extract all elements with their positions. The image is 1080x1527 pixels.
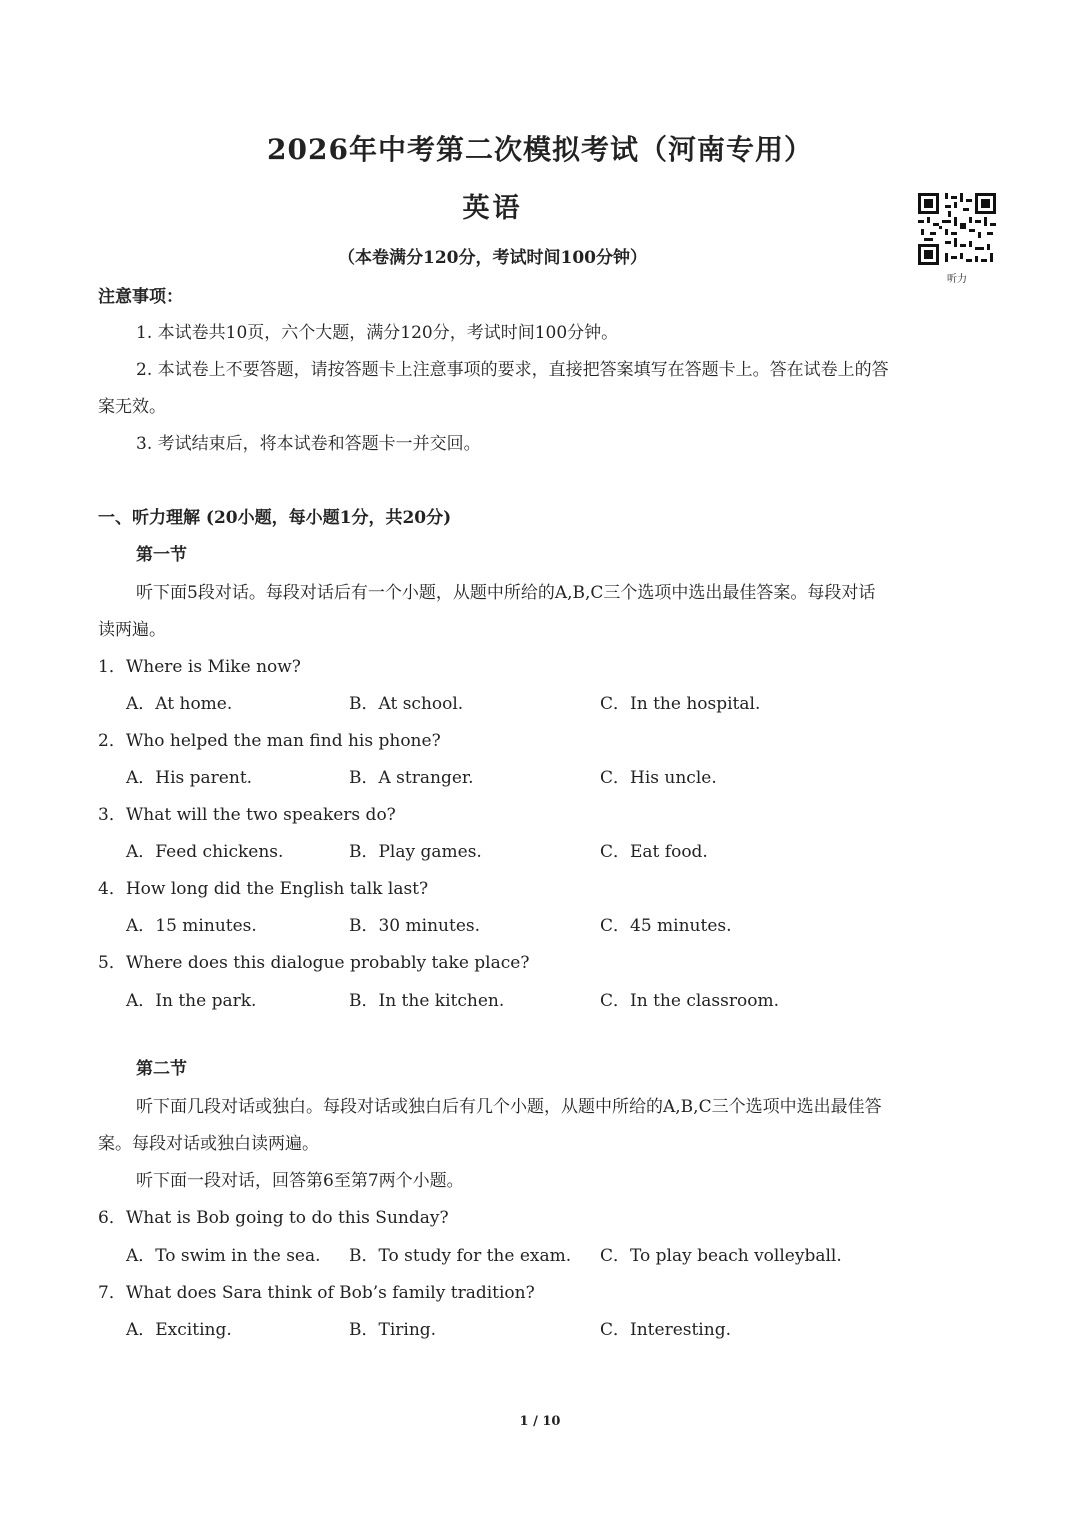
question-2-option-a: A．His parent. bbox=[126, 768, 253, 788]
qr-code-icon bbox=[918, 193, 996, 265]
part2-instruction-line-1: 听下面几段对话或独白。每段对话或独白后有几个小题，从题中所给的A,B,C三个选项中选出最佳答 bbox=[136, 1097, 882, 1117]
question-4-option-b: B．30 minutes. bbox=[349, 916, 481, 936]
part1-heading: 第一节 bbox=[136, 545, 187, 565]
question-2-option-b: B．A stranger. bbox=[349, 768, 474, 788]
question-7-option-b: B．Tiring. bbox=[349, 1320, 437, 1340]
question-4-option-c: C．45 minutes. bbox=[600, 916, 732, 936]
question-3-option-a: A．Feed chickens. bbox=[126, 842, 284, 862]
section-heading: 一、听力理解 (20小题，每小题1分，共20分) bbox=[98, 508, 452, 528]
question-4-option-a: A．15 minutes. bbox=[126, 916, 257, 936]
notice-item-2-line-2: 案无效。 bbox=[98, 397, 166, 417]
question-3-option-b: B．Play games. bbox=[349, 842, 482, 862]
part2-instruction-line-2: 案。每段对话或独白读两遍。 bbox=[98, 1134, 319, 1154]
part2-heading: 第二节 bbox=[136, 1059, 187, 1079]
question-2: 2．Who helped the man find his phone? bbox=[98, 731, 441, 751]
question-7-option-a: A．Exciting. bbox=[126, 1320, 232, 1340]
question-7: 7．What does Sara think of Bob’s family tradition? bbox=[98, 1283, 535, 1303]
part1-instruction-line-1: 听下面5段对话。每段对话后有一个小题，从题中所给的A,B,C三个选项中选出最佳答案。每段对话 bbox=[136, 583, 876, 603]
question-3-option-c: C．Eat food. bbox=[600, 842, 708, 862]
question-5-option-c: C．In the classroom. bbox=[600, 991, 779, 1011]
question-6: 6．What is Bob going to do this Sunday? bbox=[98, 1208, 449, 1228]
question-1-option-c: C．In the hospital. bbox=[600, 694, 761, 714]
question-2-option-c: C．His uncle. bbox=[600, 768, 717, 788]
exam-title: 2026年中考第二次模拟考试（河南专用） bbox=[267, 133, 813, 166]
question-1: 1．Where is Mike now? bbox=[98, 657, 301, 677]
question-1-option-b: B．At school. bbox=[349, 694, 464, 714]
notice-item-3: 3. 考试结束后，将本试卷和答题卡一并交回。 bbox=[136, 434, 481, 454]
question-6-option-a: A．To swim in the sea. bbox=[126, 1246, 321, 1266]
notice-item-2-line-1: 2. 本试卷上不要答题，请按答题卡上注意事项的要求，直接把答案填写在答题卡上。答在试卷上的答 bbox=[136, 360, 889, 380]
qr-label: 听力 bbox=[947, 274, 967, 285]
question-5-option-b: B．In the kitchen. bbox=[349, 991, 505, 1011]
question-7-option-c: C．Interesting. bbox=[600, 1320, 731, 1340]
part1-instruction-line-2: 读两遍。 bbox=[98, 620, 166, 640]
question-3: 3．What will the two speakers do? bbox=[98, 805, 396, 825]
question-6-option-c: C．To play beach volleyball. bbox=[600, 1246, 842, 1266]
exam-subject: 英语 bbox=[462, 193, 523, 224]
exam-score-time: （本卷满分120分，考试时间100分钟） bbox=[338, 248, 647, 268]
question-6-option-b: B．To study for the exam. bbox=[349, 1246, 572, 1266]
question-5: 5．Where does this dialogue probably take place? bbox=[98, 953, 530, 973]
page-number: 1 / 10 bbox=[519, 1414, 561, 1429]
part2-instruction-line-3: 听下面一段对话，回答第6至第7两个小题。 bbox=[136, 1171, 464, 1191]
question-4: 4．How long did the English talk last? bbox=[98, 879, 429, 899]
question-1-option-a: A．At home. bbox=[126, 694, 233, 714]
question-5-option-a: A．In the park. bbox=[126, 991, 257, 1011]
notice-heading: 注意事项： bbox=[98, 287, 183, 307]
notice-item-1: 1. 本试卷共10页，六个大题，满分120分，考试时间100分钟。 bbox=[136, 323, 619, 343]
